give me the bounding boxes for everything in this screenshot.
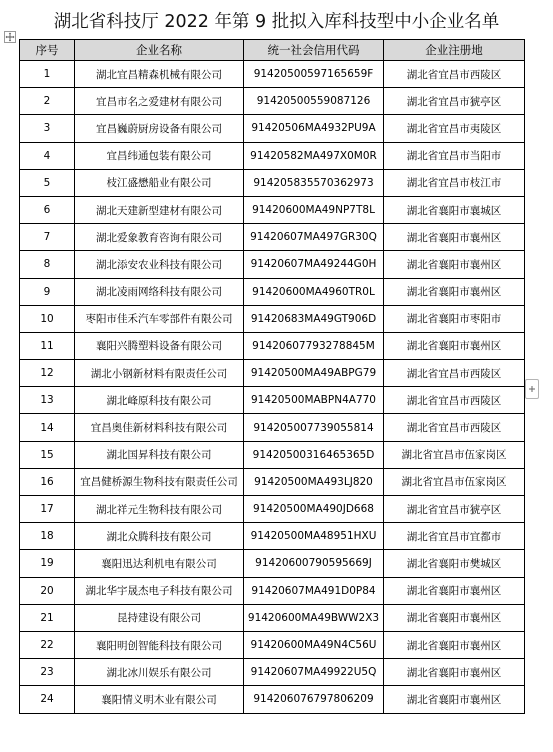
row-index-cell: 19 <box>20 550 75 577</box>
row-index-cell: 22 <box>20 631 75 658</box>
header-index: 序号 <box>20 40 75 61</box>
company-name-cell: 湖北宜昌精森机械有限公司 <box>75 61 244 88</box>
credit-code-cell: 91420607MA49922U5Q <box>244 659 384 686</box>
table-row <box>20 278 525 305</box>
registered-location-cell: 湖北省宜昌市西陵区 <box>384 61 525 88</box>
credit-code-cell: 91420500MA493LJ820 <box>244 468 384 495</box>
company-name-cell: 襄阳明创智能科技有限公司 <box>75 631 244 658</box>
registered-location-cell: 湖北省宜昌市宜都市 <box>384 523 525 550</box>
table-row <box>20 332 525 359</box>
credit-code-cell: 91420607793278845M <box>244 332 384 359</box>
registered-location-cell: 湖北省襄阳市襄州区 <box>384 251 525 278</box>
row-index-cell: 17 <box>20 496 75 523</box>
table-row <box>20 496 525 523</box>
company-name-cell: 宜昌奥佳新材料科技有限公司 <box>75 414 244 441</box>
company-name-cell: 襄阳情义明木业有限公司 <box>75 686 244 713</box>
row-index-cell: 13 <box>20 387 75 414</box>
company-name-cell: 湖北华宇晟杰电子科技有限公司 <box>75 577 244 604</box>
table-row <box>20 196 525 223</box>
table-row <box>20 360 525 387</box>
table-row <box>20 224 525 251</box>
credit-code-cell: 91420607MA49244G0H <box>244 251 384 278</box>
company-name-cell: 湖北祥元生物科技有限公司 <box>75 496 244 523</box>
company-name-cell: 湖北凌雨网络科技有限公司 <box>75 278 244 305</box>
add-row-handle[interactable] <box>525 379 539 399</box>
enterprise-table <box>19 39 525 714</box>
plus-icon <box>526 380 538 398</box>
registered-location-cell: 湖北省襄阳市襄州区 <box>384 686 525 713</box>
row-index-cell: 16 <box>20 468 75 495</box>
company-name-cell: 湖北添安农业科技有限公司 <box>75 251 244 278</box>
credit-code-cell: 91420683MA49GT906D <box>244 305 384 332</box>
table-row <box>20 523 525 550</box>
four-way-move-icon <box>5 32 15 42</box>
row-index-cell: 6 <box>20 196 75 223</box>
table-row <box>20 414 525 441</box>
table-row <box>20 88 525 115</box>
credit-code-cell: 91420500MA490JD668 <box>244 496 384 523</box>
table-row <box>20 577 525 604</box>
row-index-cell: 9 <box>20 278 75 305</box>
company-name-cell: 襄阳兴腾塑料设备有限公司 <box>75 332 244 359</box>
company-name-cell: 宜昌市名之爱建材有限公司 <box>75 88 244 115</box>
credit-code-cell: 91420500MA49ABPG79 <box>244 360 384 387</box>
row-index-cell: 23 <box>20 659 75 686</box>
credit-code-cell: 91420500597165659F <box>244 61 384 88</box>
registered-location-cell: 湖北省襄阳市襄州区 <box>384 604 525 631</box>
company-name-cell: 湖北爱象教育咨询有限公司 <box>75 224 244 251</box>
company-name-cell: 湖北峰原科技有限公司 <box>75 387 244 414</box>
registered-location-cell: 湖北省襄阳市襄州区 <box>384 278 525 305</box>
header-registered-location: 企业注册地 <box>384 40 525 61</box>
table-row <box>20 251 525 278</box>
registered-location-cell: 湖北省襄阳市襄州区 <box>384 577 525 604</box>
row-index-cell: 3 <box>20 115 75 142</box>
company-name-cell: 襄阳迅达利机电有限公司 <box>75 550 244 577</box>
registered-location-cell: 湖北省宜昌市猇亭区 <box>384 88 525 115</box>
registered-location-cell: 湖北省襄阳市枣阳市 <box>384 305 525 332</box>
company-name-cell: 湖北众腾科技有限公司 <box>75 523 244 550</box>
registered-location-cell: 湖北省宜昌市西陵区 <box>384 360 525 387</box>
registered-location-cell: 湖北省宜昌市伍家岗区 <box>384 441 525 468</box>
row-index-cell: 18 <box>20 523 75 550</box>
company-name-cell: 昆持建设有限公司 <box>75 604 244 631</box>
row-index-cell: 12 <box>20 360 75 387</box>
registered-location-cell: 湖北省宜昌市西陵区 <box>384 387 525 414</box>
company-name-cell: 枣阳市佳禾汽车零部件有限公司 <box>75 305 244 332</box>
row-index-cell: 5 <box>20 169 75 196</box>
table-row <box>20 468 525 495</box>
credit-code-cell: 91420607MA491D0P84 <box>244 577 384 604</box>
credit-code-cell: 91420582MA497X0M0R <box>244 142 384 169</box>
credit-code-cell: 91420607679780620​9 <box>244 686 384 713</box>
registered-location-cell: 湖北省襄阳市樊城区 <box>384 550 525 577</box>
table-row <box>20 115 525 142</box>
registered-location-cell: 湖北省襄阳市襄州区 <box>384 332 525 359</box>
table-row <box>20 142 525 169</box>
header-credit-code: 统一社会信用代码 <box>244 40 384 61</box>
table-row <box>20 305 525 332</box>
row-index-cell: 20 <box>20 577 75 604</box>
table-row <box>20 550 525 577</box>
registered-location-cell: 湖北省襄阳市襄州区 <box>384 659 525 686</box>
row-index-cell: 4 <box>20 142 75 169</box>
row-index-cell: 21 <box>20 604 75 631</box>
credit-code-cell: 91420600MA4960TR0L <box>244 278 384 305</box>
credit-code-cell: 91420500559087126 <box>244 88 384 115</box>
table-move-handle[interactable] <box>4 31 16 43</box>
credit-code-cell: 91420600790595669J <box>244 550 384 577</box>
header-row <box>20 40 525 61</box>
table-row <box>20 631 525 658</box>
credit-code-cell: 91420600MA49BWW2X3 <box>244 604 384 631</box>
table-row <box>20 61 525 88</box>
company-name-cell: 湖北冰川娱乐有限公司 <box>75 659 244 686</box>
row-index-cell: 24 <box>20 686 75 713</box>
registered-location-cell: 湖北省宜昌市猇亭区 <box>384 496 525 523</box>
table-row <box>20 441 525 468</box>
registered-location-cell: 湖北省宜昌市当阳市 <box>384 142 525 169</box>
row-index-cell: 1 <box>20 61 75 88</box>
table-body <box>20 61 525 714</box>
credit-code-cell: 914205835570362973 <box>244 169 384 196</box>
row-index-cell: 2 <box>20 88 75 115</box>
company-name-cell: 宜昌纬通包装有限公司 <box>75 142 244 169</box>
row-index-cell: 15 <box>20 441 75 468</box>
company-name-cell: 湖北天建新型建材有限公司 <box>75 196 244 223</box>
table-row <box>20 169 525 196</box>
registered-location-cell: 湖北省宜昌市枝江市 <box>384 169 525 196</box>
registered-location-cell: 湖北省宜昌市伍家岗区 <box>384 468 525 495</box>
row-index-cell: 8 <box>20 251 75 278</box>
company-name-cell: 湖北小钢新材料有限责任公司 <box>75 360 244 387</box>
row-index-cell: 14 <box>20 414 75 441</box>
row-index-cell: 7 <box>20 224 75 251</box>
table-row <box>20 604 525 631</box>
header-company-name: 企业名称 <box>75 40 244 61</box>
credit-code-cell: 91420607MA497GR30Q <box>244 224 384 251</box>
company-name-cell: 宜昌巍蔚厨房设备有限公司 <box>75 115 244 142</box>
table-row <box>20 387 525 414</box>
registered-location-cell: 湖北省宜昌市西陵区 <box>384 414 525 441</box>
credit-code-cell: 91420500MA48951HXU <box>244 523 384 550</box>
table-header <box>20 40 525 61</box>
registered-location-cell: 湖北省襄阳市襄州区 <box>384 224 525 251</box>
credit-code-cell: 91420600MA49N4C56U <box>244 631 384 658</box>
row-index-cell: 10 <box>20 305 75 332</box>
company-name-cell: 枝江盛懋船业有限公司 <box>75 169 244 196</box>
credit-code-cell: 91420600MA49NP7T8L <box>244 196 384 223</box>
company-name-cell: 湖北国昇科技有限公司 <box>75 441 244 468</box>
document-title: 湖北省科技厅 2022 年第 9 批拟入库科技型中小企业名单 <box>53 12 500 32</box>
credit-code-cell: 91420500773905581​4 <box>244 414 384 441</box>
company-name-cell: 宜昌健桥源生物科技有限责任公司 <box>75 468 244 495</box>
credit-code-cell: 91420500316465365D <box>244 441 384 468</box>
registered-location-cell: 湖北省襄阳市襄城区 <box>384 196 525 223</box>
table-row <box>20 659 525 686</box>
row-index-cell: 11 <box>20 332 75 359</box>
registered-location-cell: 湖北省襄阳市襄州区 <box>384 631 525 658</box>
credit-code-cell: 91420500MABPN4A770 <box>244 387 384 414</box>
credit-code-cell: 91420506MA4932PU9A <box>244 115 384 142</box>
table-row <box>20 686 525 713</box>
registered-location-cell: 湖北省宜昌市夷陵区 <box>384 115 525 142</box>
